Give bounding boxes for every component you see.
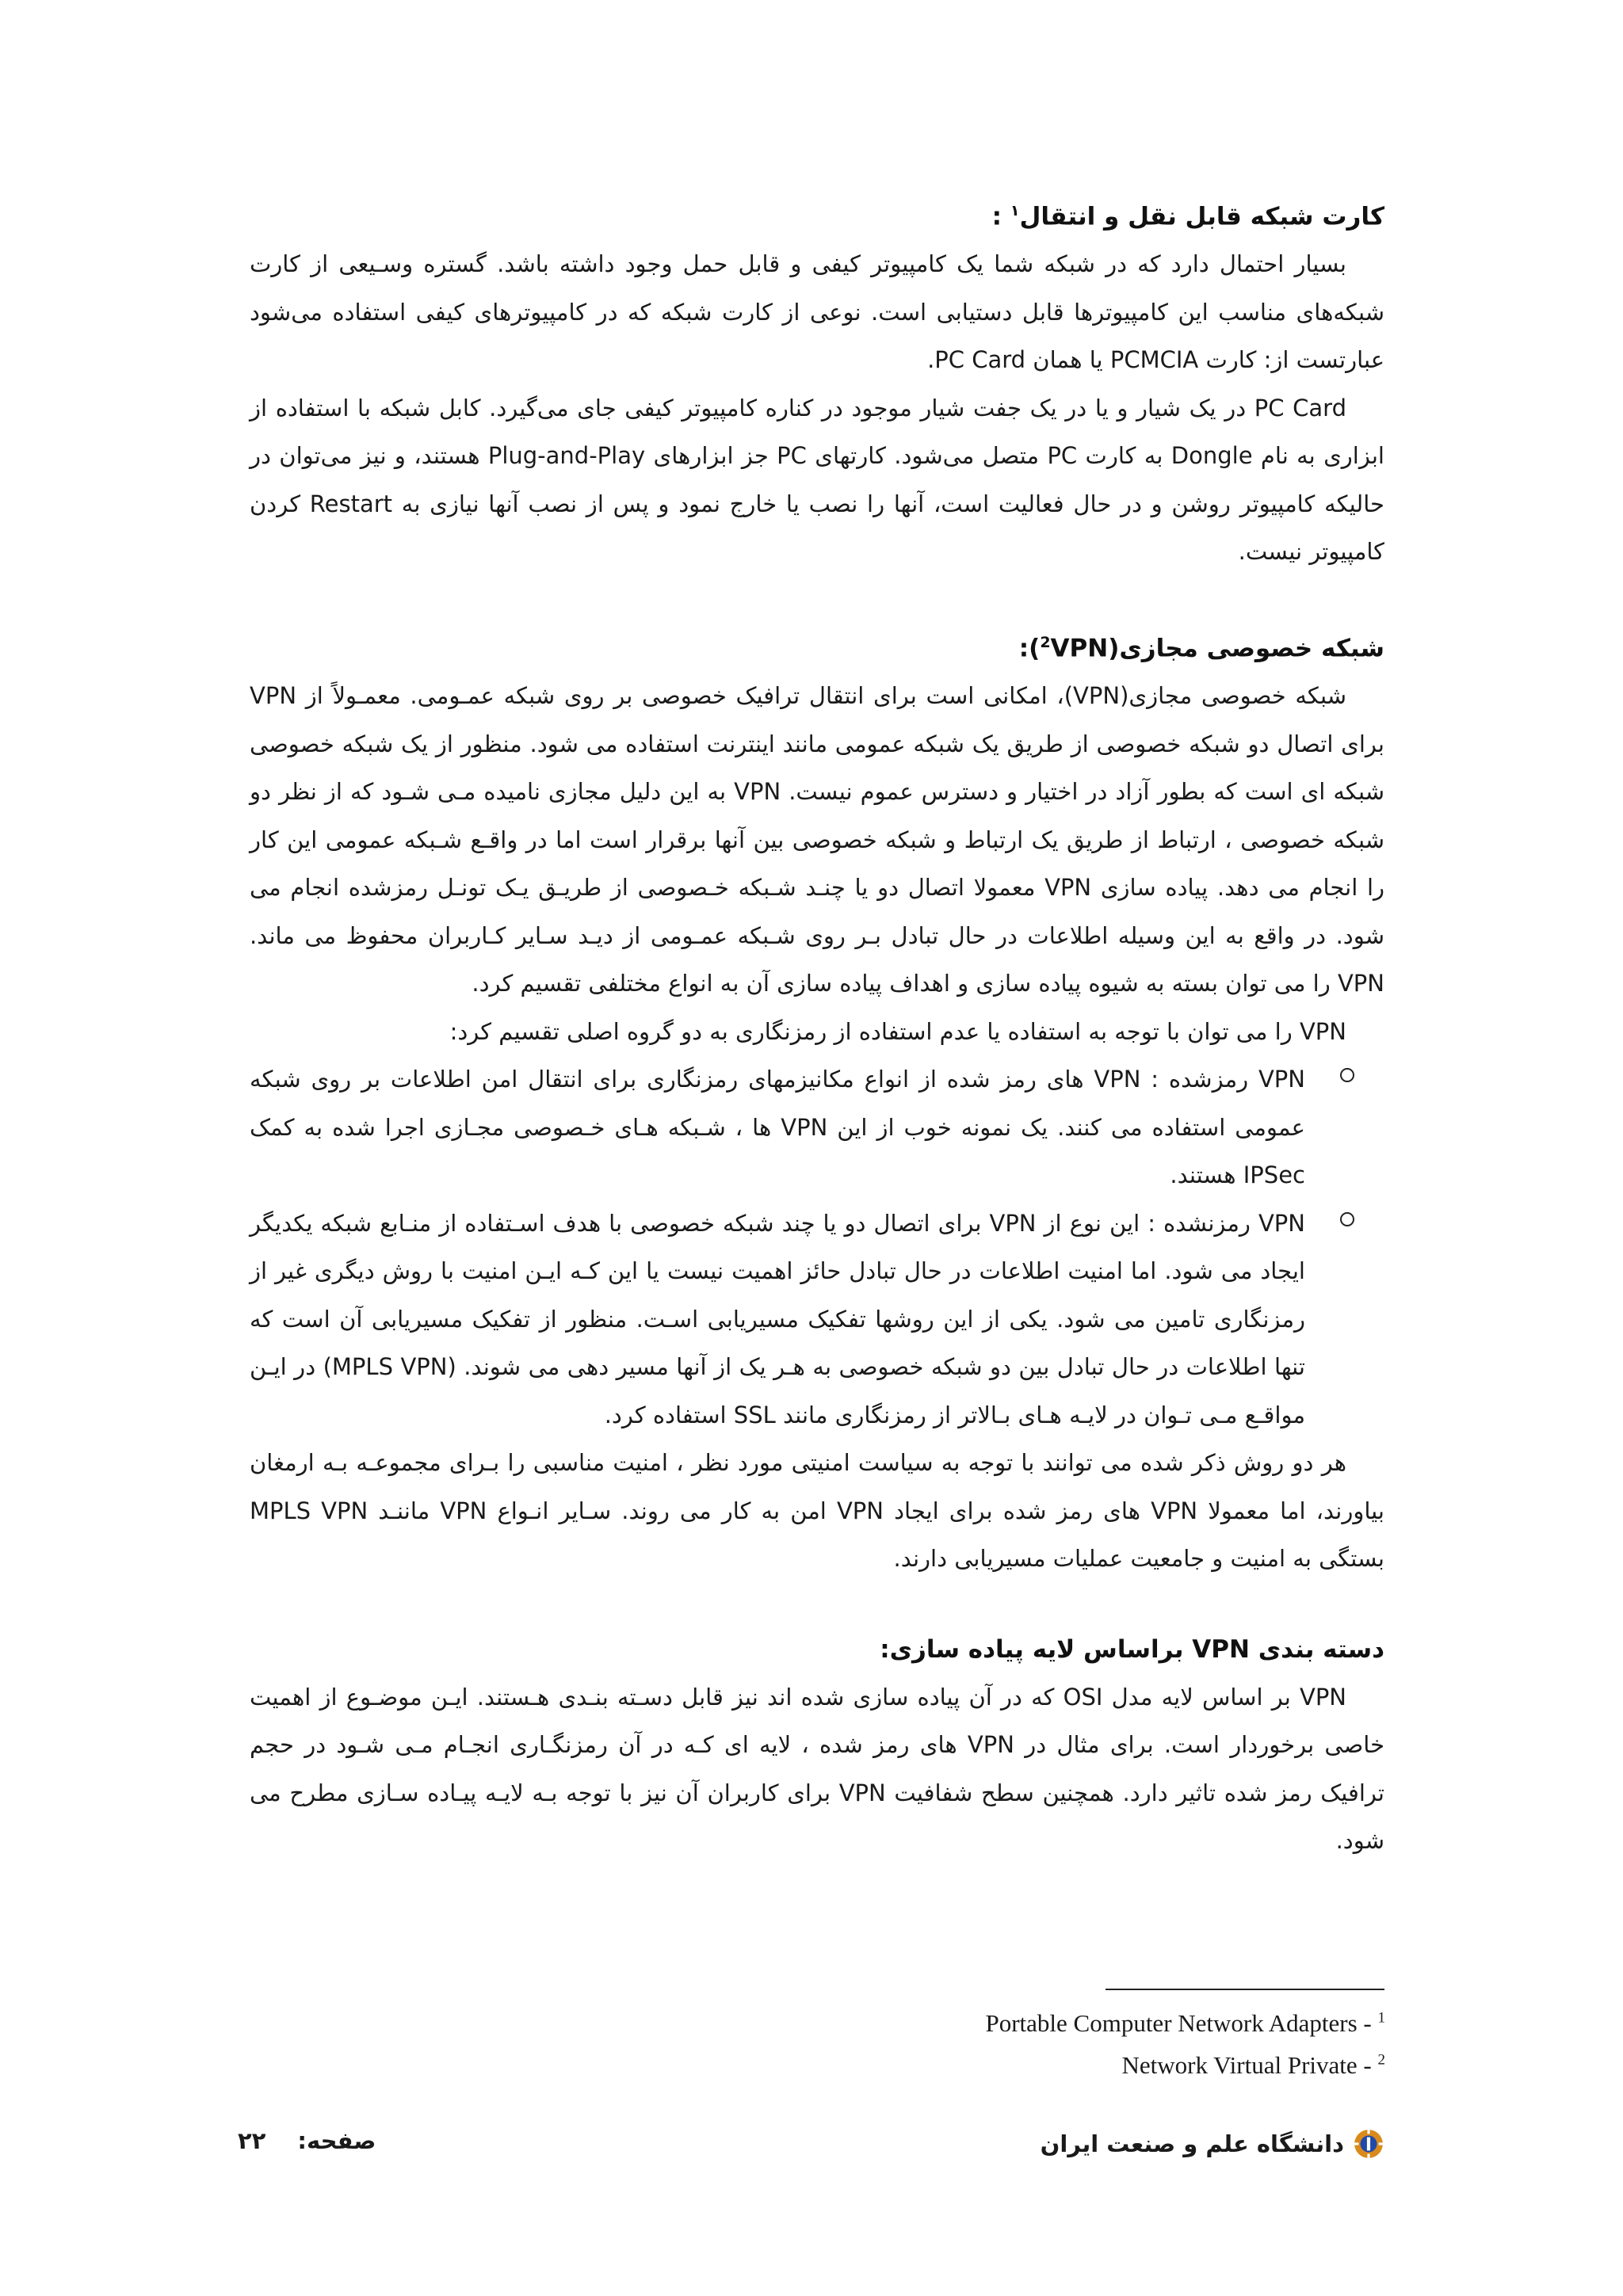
footnotes xyxy=(672,2000,1385,2084)
university-logo-icon xyxy=(1352,2127,1385,2161)
page-label: صفحه: xyxy=(297,2127,376,2154)
university-name: دانشگاه علم و صنعت ایران xyxy=(1040,2130,1344,2157)
circle-bullet-icon xyxy=(1340,1068,1354,1082)
heading-text: کارت شبکه قابل نقل و انتقال xyxy=(1019,202,1384,231)
paragraph: VPN بر اساس لایه مدل OSI که در آن پیاده سازی شده اند نیز قابل دسـته بنـدی هـستند. ایـن موضـوع از اهمیت خاصی برخوردار است. برای مثال در VPN های رمز شده ، لایه ای کـه در آن رمزنگـاری انجـام مـی شـود در حجم ترافیک رمز شده تاثیر دارد. همچنین سطح شفافیت VPN برای کاربران آن نیز با توجه بـه لایـه پیـاده سـازی مطرح می شود. xyxy=(250,1683,1384,1855)
footnote-text: Network Virtual Private - xyxy=(1121,2050,1378,2079)
footnote-2 xyxy=(672,2042,1385,2083)
heading-tail: : xyxy=(880,1634,890,1664)
footer-page-number xyxy=(238,2127,376,2154)
footer-university xyxy=(1041,2127,1385,2161)
footnote-number: 2 xyxy=(1377,2051,1385,2069)
paragraph-intro: VPN را می توان با توجه به استفاده یا عدم استفاده از رمزنگاری به دو گروه اصلی تقسیم کرد: xyxy=(449,1017,1346,1045)
paragraph: شبکه خصوصی مجازی(VPN)، امکانی است برای انتقال ترافیک خصوصی بر روی شبکه عمـومی. معمـولاً از VPN برای اتصال دو شبکه خصوصی از طریق یک شبکه عمومی مانند اینترنت استفاده می شود. منظور از یک شبکه خصوصی شبکه ای است که بطور آزاد در اختیار و دسترس عموم نیست. VPN به این دلیل مجازی نامیده مـی شـود که از نظر دو شبکه خصوصی ، ارتباط از طریق یک ارتباط و شبکه خصوصی بین آنها برقرار است اما در واقـع شـبکه عمومی این کار را انجام می دهد. پیاده سازی VPN معمولا اتصال دو یا چنـد شـبکه خـصوصی از طریـق یـک تونـل رمزشده انجام می شود. در واقع به این وسیله اطلاعات در حال تبادل بـر روی شـبکه عمـومی از دیـد سـایر کـاربران محفوظ می ماند. VPN را می توان بسته به شیوه پیاده سازی و اهداف پیاده سازی آن به انواع مختلفی تقسیم کرد. xyxy=(250,682,1385,997)
footnote-text: Portable Computer Network Adapters - xyxy=(985,2009,1378,2038)
vpn-types-list xyxy=(250,1055,1384,1439)
section-heading-portable-card xyxy=(250,190,1384,237)
paragraph: بسیار احتمال دارد که در شبکه شما یک کامپیوتر کیفی و قابل حمل وجود داشته باشد. گستره وسـیعی از کارت شبکه‌های مناسب این کامپیوترها قابل دستیابی است. نوعی از کارت شبکه که در کامپیوترهای کیفی استفاده می‌شود عبارتست از: کارت PCMCIA یا همان PC Card. xyxy=(250,250,1384,374)
spacer xyxy=(250,576,1384,622)
footnote-ref: 2 xyxy=(1040,633,1051,651)
list-item xyxy=(250,1055,1305,1199)
list-item-text: VPN رمزشده : VPN های رمز شده از انواع مکانیزمهای رمزنگاری برای انتقال امن اطلاعات بر روی شبکه عمومی استفاده می کنند. یک نمونه خوب از این VPN ها ، شـبکه هـای خـصوصی مجـازی اجرا شده به کمک IPSec هستند. xyxy=(250,1066,1305,1189)
list-item-text: VPN رمزنشده : این نوع از VPN برای اتصال دو یا چند شبکه خصوصی با هدف اسـتفاده از منـابع شبکه یکدیگر ایجاد می شود. اما امنیت اطلاعات در حال تبادل حائز اهمیت نیست یا این کـه ایـن امنیت با روش دیگری غیر از رمزنگاری تامین می شود. یکی از این روشها تفکیک مسیریابی اسـت. منظور از تفکیک مسیریابی آن است که تنها اطلاعات در حال تبادل بین دو شبکه خصوصی به هـر یک از آنها مسیر دهی می شوند. (MPLS VPN) در ایـن مواقـع مـی تـوان در لایـه هـای بـالاتر از رمزنگاری مانند SSL استفاده کرد. xyxy=(250,1209,1306,1428)
section-heading-vpn-layers xyxy=(250,1629,1384,1670)
heading-text: شبکه خصوصی مجازی( xyxy=(1108,634,1384,663)
footnote-1 xyxy=(672,2000,1385,2042)
paragraph: PC Card در یک شیار و یا در یک جفت شیار موجود در کناره کامپیوتر کیفی جای می‌گیرد. کابل شبکه با استفاده از ابزاری به نام Dongle به کارت PC متصل می‌شود. کارتهای PC جز ابزارهای Plug-and-Play هستند، و نیز می‌توان در حالیکه کامپیوتر روشن و در حال فعالیت است، آنها را نصب یا خارج نمود و پس از نصب آنها نیازی به Restart کردن کامپیوتر نیست. xyxy=(250,394,1384,566)
page-footer xyxy=(238,2127,1385,2167)
page-number: ۲۲ xyxy=(238,2127,266,2154)
heading-tail: VPN): xyxy=(1018,634,1109,663)
list-item xyxy=(250,1199,1305,1440)
footnote-ref: ۱ xyxy=(1010,202,1020,219)
footnote-number: 1 xyxy=(1377,2010,1385,2027)
heading-tail: : xyxy=(991,202,1010,231)
circle-bullet-icon xyxy=(1340,1212,1354,1226)
footnote-divider xyxy=(1106,1989,1384,1990)
spacer xyxy=(250,1583,1384,1629)
paragraph: هر دو روش ذکر شده می توانند با توجه به سیاست امنیتی مورد نظر ، امنیت مناسبی را بـرای مجموعـه بـه ارمغان بیاورند، اما معمولا VPN های رمز شده برای ایجاد VPN امن به کار می روند. سـایر انـواع VPN ماننـد MPLS VPN بستگی به امنیت و جامعیت عملیات مسیریابی دارند. xyxy=(250,1449,1384,1573)
section-heading-vpn xyxy=(250,622,1384,669)
heading-text: دسته بندی VPN براساس لایه پیاده سازی xyxy=(889,1634,1384,1664)
document-body xyxy=(250,190,1384,1865)
